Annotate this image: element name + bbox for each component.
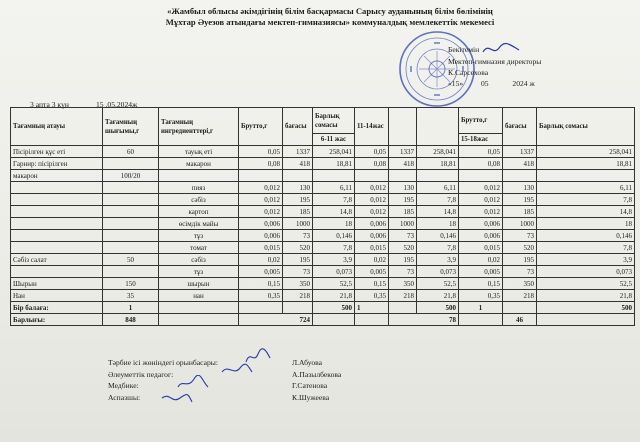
price-1-cell: 195 [283, 194, 313, 206]
price-2-cell: 73 [389, 230, 417, 242]
price-2-cell: 350 [389, 278, 417, 290]
ingredient-cell: шырын [159, 278, 239, 290]
dish-cell [11, 194, 103, 206]
gross-1-cell: 0,02 [239, 254, 283, 266]
table-row [11, 182, 635, 194]
total-row [11, 314, 635, 326]
total-3-cell: 52,5 [537, 278, 635, 290]
total-1-cell: 52,5 [313, 278, 355, 290]
total-v2: 724 [239, 314, 313, 326]
price-3-cell: 195 [503, 194, 537, 206]
ingredient-cell: картоп [159, 206, 239, 218]
director-name: К.Сарсехова [448, 68, 489, 77]
total-1-cell: 7,8 [313, 194, 355, 206]
total-3-cell: 18 [537, 218, 635, 230]
dish-cell [11, 206, 103, 218]
total-3-cell [537, 170, 635, 182]
signature-scribble-icon [220, 362, 254, 378]
dish-cell [11, 242, 103, 254]
output-cell: 50 [103, 254, 159, 266]
header-output: Тағамның шығымы,г [103, 108, 159, 146]
ingredient-cell: сәбіз [159, 194, 239, 206]
price-3-cell: 130 [503, 182, 537, 194]
gross-1-cell: 0,015 [239, 242, 283, 254]
total-1-cell [313, 170, 355, 182]
per-child-v3: 1 [355, 302, 389, 314]
output-cell: 60 [103, 146, 159, 158]
gross-2-cell: 0,15 [355, 278, 389, 290]
total-2-cell: 14,8 [417, 206, 459, 218]
gross-3-cell: 0,015 [459, 242, 503, 254]
total-3-cell: 258,041 [537, 146, 635, 158]
header-age-1: 6-11 жас [313, 134, 355, 146]
gross-1-cell: 0,012 [239, 182, 283, 194]
gross-2-cell: 0,02 [355, 254, 389, 266]
signature-scribble-icon [176, 375, 210, 391]
gross-2-cell: 0,015 [355, 242, 389, 254]
output-cell [103, 242, 159, 254]
gross-1-cell: 0,005 [239, 266, 283, 278]
gross-2-cell: 0,08 [355, 158, 389, 170]
ingredient-cell: нан [159, 290, 239, 302]
gross-3-cell: 0,012 [459, 194, 503, 206]
ingredient-cell: сәбіз [159, 254, 239, 266]
gross-2-cell: 0,012 [355, 182, 389, 194]
header-line-1: «Жамбыл облысы әкімдігінің білім басқармасы Сарысу ауданының білім бөлімінің [167, 6, 493, 16]
approval-label: Бекітемін [448, 45, 480, 54]
gross-1-cell: 0,006 [239, 218, 283, 230]
gross-1-cell: 0,08 [239, 158, 283, 170]
header-gross-1: Брутто,г [239, 108, 283, 146]
total-2-cell: 3,9 [417, 254, 459, 266]
header-price-1: бағасы [283, 108, 313, 146]
price-1-cell: 73 [283, 266, 313, 278]
approval-year: 2024 ж [512, 79, 535, 88]
header-gross-3: Брутто,г [459, 108, 503, 134]
dish-cell [11, 182, 103, 194]
dish-cell: Сәбіз салат [11, 254, 103, 266]
director-title: Мектеп-гимназия директоры [448, 57, 542, 66]
price-1-cell: 195 [283, 254, 313, 266]
price-3-cell: 195 [503, 254, 537, 266]
gross-2-cell [355, 170, 389, 182]
table-row [11, 146, 635, 158]
price-1-cell: 130 [283, 182, 313, 194]
total-1-cell: 3,9 [313, 254, 355, 266]
signature-names [292, 357, 341, 403]
document-header [110, 6, 550, 28]
dish-cell: Шырын [11, 278, 103, 290]
per-child-v4: 500 [417, 302, 459, 314]
price-2-cell: 1337 [389, 146, 417, 158]
gross-3-cell: 0,006 [459, 230, 503, 242]
header-total-3: Барлық сомасы [537, 108, 635, 146]
per-child-row [11, 302, 635, 314]
header-age-2: 11-14жас [355, 108, 389, 146]
gross-1-cell: 0,012 [239, 194, 283, 206]
price-1-cell: 218 [283, 290, 313, 302]
table-row [11, 230, 635, 242]
price-3-cell: 1337 [503, 146, 537, 158]
output-cell: 100/20 [103, 170, 159, 182]
price-3-cell: 73 [503, 230, 537, 242]
dish-cell: Гарнир: пісірілген [11, 158, 103, 170]
signature-scribble-icon [160, 390, 194, 406]
per-child-label: Бір балаға: [11, 302, 103, 314]
total-3-cell: 7,8 [537, 194, 635, 206]
total-2-cell: 6,11 [417, 182, 459, 194]
total-3-cell: 6,11 [537, 182, 635, 194]
price-2-cell: 73 [389, 266, 417, 278]
price-2-cell: 418 [389, 158, 417, 170]
table-row [11, 206, 635, 218]
ingredient-cell: тұз [159, 230, 239, 242]
header-price-3: бағасы [503, 108, 537, 146]
header-age-3: 15-18жас [459, 134, 503, 146]
ingredient-cell: тауық еті [159, 146, 239, 158]
total-3-cell: 21,8 [537, 290, 635, 302]
ingredient-cell [159, 170, 239, 182]
total-3-cell: 7,8 [537, 242, 635, 254]
price-3-cell: 185 [503, 206, 537, 218]
signature-role: Медбике: [108, 381, 139, 390]
total-3-cell: 3,9 [537, 254, 635, 266]
ingredient-cell: өсімдік майы [159, 218, 239, 230]
total-v3: 78 [389, 314, 459, 326]
gross-1-cell: 0,15 [239, 278, 283, 290]
per-child-v5: 1 [459, 302, 503, 314]
gross-3-cell: 0,012 [459, 182, 503, 194]
price-1-cell [283, 170, 313, 182]
gross-2-cell: 0,006 [355, 218, 389, 230]
price-3-cell [503, 170, 537, 182]
gross-3-cell: 0,02 [459, 254, 503, 266]
output-cell: 150 [103, 278, 159, 290]
total-2-cell: 18,81 [417, 158, 459, 170]
table-row [11, 218, 635, 230]
per-child-v2: 500 [313, 302, 355, 314]
per-child-v1: 1 [103, 302, 159, 314]
total-1-cell: 18 [313, 218, 355, 230]
total-v1: 848 [103, 314, 159, 326]
gross-2-cell: 0,012 [355, 194, 389, 206]
ingredient-cell: томат [159, 242, 239, 254]
table-row [11, 242, 635, 254]
gross-2-cell: 0,35 [355, 290, 389, 302]
total-v4: 46 [503, 314, 537, 326]
total-2-cell: 0,146 [417, 230, 459, 242]
signature-name: Л.Абуова [292, 358, 322, 367]
output-cell: 35 [103, 290, 159, 302]
dish-cell [11, 218, 103, 230]
price-2-cell: 520 [389, 242, 417, 254]
total-2-cell: 0,073 [417, 266, 459, 278]
price-3-cell: 350 [503, 278, 537, 290]
total-3-cell: 0,073 [537, 266, 635, 278]
output-cell [103, 158, 159, 170]
table-row [11, 170, 635, 182]
price-2-cell [389, 170, 417, 182]
total-2-cell: 7,8 [417, 242, 459, 254]
gross-2-cell: 0,005 [355, 266, 389, 278]
director-signature-icon [481, 42, 521, 56]
price-2-cell: 130 [389, 182, 417, 194]
price-3-cell: 73 [503, 266, 537, 278]
total-1-cell: 21,8 [313, 290, 355, 302]
total-3-cell: 18,81 [537, 158, 635, 170]
total-1-cell: 0,073 [313, 266, 355, 278]
header-total-1: Барлық сомасы [313, 108, 355, 134]
gross-3-cell [459, 170, 503, 182]
total-1-cell: 14,8 [313, 206, 355, 218]
total-1-cell: 7,8 [313, 242, 355, 254]
table-row [11, 158, 635, 170]
header-line-2: Мұхтар Әуезов атындағы мектеп-гимназиясы» коммуналдық мемлекеттік мекемесі [165, 17, 495, 27]
dish-cell: Пісірілген құс еті [11, 146, 103, 158]
total-2-cell: 18 [417, 218, 459, 230]
table-row [11, 278, 635, 290]
dish-cell: макарон [11, 170, 103, 182]
table-row [11, 194, 635, 206]
gross-1-cell [239, 170, 283, 182]
gross-1-cell: 0,012 [239, 206, 283, 218]
price-3-cell: 520 [503, 242, 537, 254]
price-3-cell: 418 [503, 158, 537, 170]
price-1-cell: 418 [283, 158, 313, 170]
total-2-cell: 21,8 [417, 290, 459, 302]
price-2-cell: 195 [389, 254, 417, 266]
gross-2-cell: 0,006 [355, 230, 389, 242]
total-1-cell: 18,81 [313, 158, 355, 170]
output-cell [103, 218, 159, 230]
dish-cell [11, 266, 103, 278]
price-3-cell: 218 [503, 290, 537, 302]
gross-1-cell: 0,006 [239, 230, 283, 242]
dish-cell: Нан [11, 290, 103, 302]
total-2-cell: 258,041 [417, 146, 459, 158]
signature-name: Г.Сатенова [292, 381, 328, 390]
gross-1-cell: 0,05 [239, 146, 283, 158]
price-3-cell: 1000 [503, 218, 537, 230]
output-cell [103, 266, 159, 278]
ingredient-cell: макарон [159, 158, 239, 170]
price-1-cell: 350 [283, 278, 313, 290]
total-3-cell: 14,8 [537, 206, 635, 218]
price-1-cell: 73 [283, 230, 313, 242]
gross-3-cell: 0,006 [459, 218, 503, 230]
output-cell [103, 206, 159, 218]
approval-block [448, 42, 541, 89]
gross-2-cell: 0,05 [355, 146, 389, 158]
gross-3-cell: 0,15 [459, 278, 503, 290]
menu-table [10, 107, 635, 326]
total-2-cell: 7,8 [417, 194, 459, 206]
header-ingredients: Тағамның ингредиенттері,г [159, 108, 239, 146]
signature-role: Аспазшы: [108, 392, 141, 402]
ingredient-cell: пияз [159, 182, 239, 194]
ingredient-cell: тұз [159, 266, 239, 278]
approval-day: «15» [448, 79, 464, 88]
total-1-cell: 6,11 [313, 182, 355, 194]
table-row [11, 290, 635, 302]
gross-3-cell: 0,35 [459, 290, 503, 302]
price-1-cell: 1337 [283, 146, 313, 158]
total-3-cell: 0,146 [537, 230, 635, 242]
output-cell [103, 182, 159, 194]
gross-3-cell: 0,08 [459, 158, 503, 170]
dish-cell [11, 230, 103, 242]
table-row [11, 254, 635, 266]
price-2-cell: 218 [389, 290, 417, 302]
per-child-v6: 500 [537, 302, 635, 314]
price-1-cell: 520 [283, 242, 313, 254]
gross-3-cell: 0,005 [459, 266, 503, 278]
total-2-cell [417, 170, 459, 182]
menu-date: 15 .05.2024ж [96, 100, 138, 109]
gross-2-cell: 0,012 [355, 206, 389, 218]
approval-month: 05 [481, 79, 489, 88]
price-2-cell: 195 [389, 194, 417, 206]
signature-role: Тәрбие ісі жөніндегі орынбасары: [108, 358, 218, 367]
signature-name: А.Пазылбекова [292, 369, 342, 379]
total-label: Барлығы: [11, 314, 103, 326]
total-2-cell: 52,5 [417, 278, 459, 290]
price-2-cell: 1000 [389, 218, 417, 230]
header-dish: Тағамның атауы [11, 108, 103, 146]
price-1-cell: 185 [283, 206, 313, 218]
total-1-cell: 0,146 [313, 230, 355, 242]
price-1-cell: 1000 [283, 218, 313, 230]
price-2-cell: 185 [389, 206, 417, 218]
output-cell [103, 194, 159, 206]
signature-name: К.Шужеева [292, 392, 330, 402]
menu-week-day: 3 апта 3 күн [30, 100, 69, 109]
table-row [11, 266, 635, 278]
gross-3-cell: 0,05 [459, 146, 503, 158]
total-1-cell: 258,041 [313, 146, 355, 158]
signature-role: Әлеуметтік педагог: [108, 369, 174, 379]
gross-1-cell: 0,35 [239, 290, 283, 302]
gross-3-cell: 0,012 [459, 206, 503, 218]
output-cell [103, 230, 159, 242]
